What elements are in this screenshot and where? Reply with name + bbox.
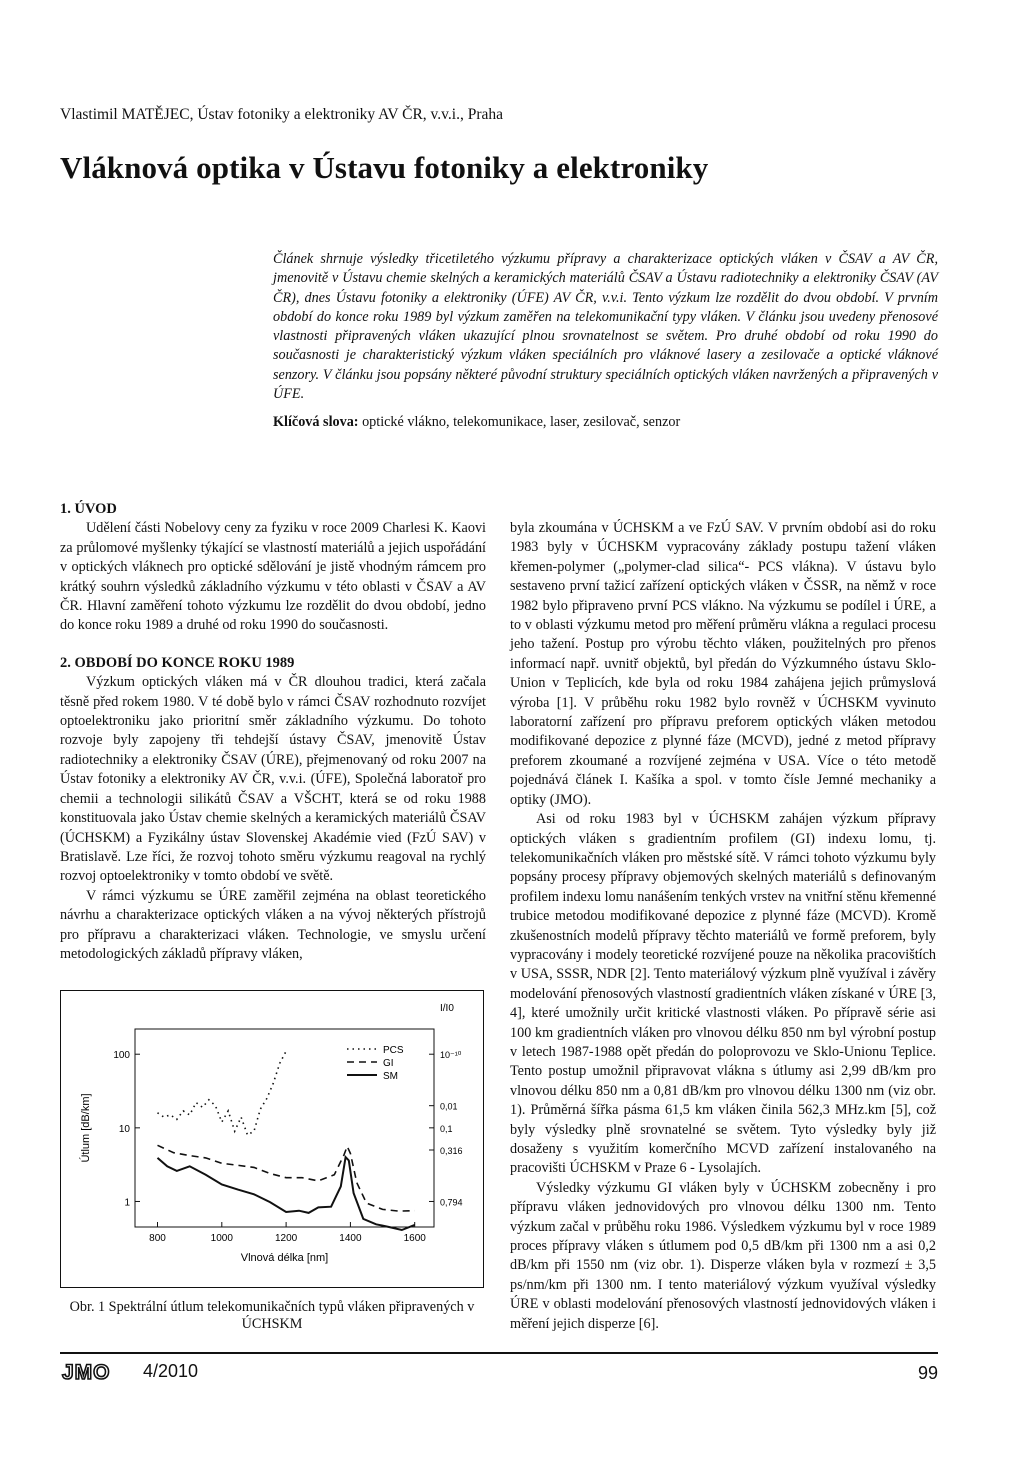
figure-caption: Obr. 1 Spektrální útlum telekomunikačních typů vláken připravených v ÚCHSKM <box>69 1299 475 1332</box>
right-tick-label: 0,01 <box>440 1101 458 1112</box>
svg-text:JMO: JMO <box>62 1361 111 1383</box>
series-line-gi <box>158 1145 415 1211</box>
right-tick-label: 0,794 <box>440 1197 463 1208</box>
jmo-logo <box>60 1361 130 1388</box>
section-heading-period-1989: 2. OBDOBÍ DO KONCE ROKU 1989 <box>60 654 295 671</box>
x-tick-label: 1600 <box>403 1233 426 1244</box>
author-line: Vlastimil MATĚJEC, Ústav fotoniky a elektroniky AV ČR, v.v.i., Praha <box>60 106 504 123</box>
legend-label: PCS <box>383 1045 404 1056</box>
right-tick-label: 0,316 <box>440 1146 463 1157</box>
x-tick-label: 800 <box>149 1233 166 1244</box>
page-number: 99 <box>917 1363 938 1383</box>
article-title: Vláknová optika v Ústavu fotoniky a elektroniky <box>60 150 709 185</box>
attenuation-chart <box>61 991 483 1287</box>
legend-label: SM <box>383 1071 398 1082</box>
paragraph: byla zkoumána v ÚCHSKM a ve FzÚ SAV. V prvním období asi do roku 1983 byly v ÚCHSKM vypracovány základy postupu tažení vláken křemen-polymer („polymer-clad silica“- PCS vlákna). V ústavu bylo sestaveno první tažicí zařízení optických vláken v ČSSR, na němž v roce 1982 bylo připraveno první PCS vlákno. Na výzkumu se podílel i ÚRE, a to v oblasti výzkumu metod pro měření průměru vlákna a regulaci procesu jeho tažení. Postup pro výrobu těchto vláken, použitelných pro přenos informací např. uvnitř objektů, byl předán do Výzkumného ústavu Sklo-Union v Teplicích, kde byla od roku 1984 zahájena jejich průmyslová výroba [1]. V průběhu roku 1982 bylo rovněž v ÚCHSKM vyvinuto laboratorní zařízení pro přípravu preforem optických vláken metodou modifikované depozice z plynné fáze (MCVD), jedné z metod přípravy preforem zkoumané a rozvíjené zejména v USA. Více o této metodě pojednává článek I. Kašíka a spol. v tomto čísle Jemné mechaniky a optiky (JMO). <box>510 520 936 808</box>
keywords-label: Klíčová slova: <box>273 414 359 430</box>
series-line-pcs <box>158 1051 287 1135</box>
right-tick-label: 10⁻¹⁰ <box>440 1050 462 1061</box>
paragraph: Výzkum optických vláken má v ČR dlouhou tradici, která začala těsně před rokem 1980. V té době bylo v rámci ČSAV rozhodnuto rozvíjet optoelektroniku jako prioritní směr základního výzkumu. Do tohoto rozvoje byly zapojeny tři tehdejší ústavy ČSAV, jmenovitě Ústav radiotechniky a elektroniky ČSAV (ÚRE), přejmenovaný od roku 2007 na Ústav fotoniky a elektroniky AV ČR, v.v.i. (ÚFE), Společná laboratoř pro chemii a technologii silikátů ČSAV a VŠCHT, která se od roku 1988 konstituovala jako Ústav chemie skelných a keramických materiálů ČSAV (ÚCHSKM) a Fyzikálny ústav Slovenskej Akadémie vied (FzÚ SAV) v Bratislavě. Lze říci, že rozvoj tohoto směru výzkumu reagoval na rychlý rozvoj optoelektroniky v tomto období ve světě. <box>60 674 486 885</box>
left-column <box>60 500 486 964</box>
legend-label: GI <box>383 1058 394 1069</box>
footer-rule <box>60 1352 938 1354</box>
keywords-list: optické vlákno, telekomunikace, laser, zesilovač, senzor <box>362 414 681 430</box>
right-tick-label: 0,1 <box>440 1123 453 1134</box>
issue-number: 4/2010 <box>143 1361 199 1381</box>
abstract: Článek shrnuje výsledky třicetiletého výzkumu přípravy a charakterizace optických vláken v ČSAV a AV ČR, jmenovitě v Ústavu chemie skelných a keramických materiálů ČSAV a Ústavu radiotechniky a elektroniky ČSAV (AV ČR), dnes Ústavu fotoniky a elektroniky (ÚFE) AV ČR, v.v.i. Tento výzkum lze rozdělit do dvou období. V prvním období do konce roku 1989 byl výzkum zaměřen na telekomunikační typy vláken. V článku jsou uvedeny přenosové vlastnosti připravených vláken ukazující plnou srovnatelnost se světem. Pro druhé období od roku 1990 do současnosti je charakteristický výzkum vláken speciálních pro vláknové lasery a zesilovače a optické vláknové senzory. V článku jsou popsány některé původní struktury speciálních optických vláken navržených a připravených v ÚFE. <box>273 251 938 403</box>
keywords <box>273 414 938 431</box>
series-line-sm <box>158 1157 415 1230</box>
paragraph: Asi od roku 1983 byl v ÚCHSKM zahájen výzkum přípravy optických vláken s gradientním profilem (GI) indexu lomu, tj. telekomunikačních vláken pro městské sítě. V rámci tohoto výzkumu byly popsány procesy přípravy objemových skelných materiálů s definovaným profilem indexu lomu nanášením tenkých vrstev na vnitřní stěnu křemenné trubice metodou modifikované depozice z plynné fáze (MCVD). Kromě zkušenostních modelů přípravy těchto materiálů ve formě preforem, byly vypracovány i modely teoretické rozvíjené pouze na několika pracovištích v USA, SSSR, NDR [2]. Tento materiálový výzkum plně využíval i závěry modelování přenosových vlastností gradientních vláken získané v ÚRE [3, 4], které umožnily určit kritické vlastnosti vláken. Po přípravě série asi 100 km gradientních vláken pro vlnovou délku 850 nm byl výrobní postup v letech 1987-1988 opět předán do poloprovozu ve Sklo-Unionu Teplice. Tento postup umožnil připravovat vlákna s útlumy asi 2,99 dB/km pro vlnovou délku 850 nm a 0,81 dB/km pro vlnovou délku 1300 nm (viz obr. 1). Průměrná šířka pásma 61,5 km vláken činila 562,3 MHz.km [5], což byly výsledky plně srovnatelné se světem. Tyto výsledky byly již dosaženy s využitím komerčního MCVD zařízení instalovaného na pracovišti ÚCHSKM v Praze 6 - Lysolajích. <box>510 811 936 1177</box>
paragraph: Udělení části Nobelovy ceny za fyziku v roce 2009 Charlesi K. Kaovi za průlomové myšlenky týkající se vlastností materiálů a jejich uspořádání v optických vláknech pro optické sdělování je jistě vhodným rámcem pro krátký souhrn výsledků základního výzkumu v této oblasti v ČSAV a AV ČR. Hlavní zaměření tohoto výzkumu lze rozdělit do dvou období, jedno do konce roku 1989 a druhé od roku 1990 do současnosti. <box>60 520 486 634</box>
y-tick-label: 1 <box>124 1197 130 1209</box>
x-tick-label: 1000 <box>210 1233 233 1244</box>
y-tick-label: 100 <box>113 1050 130 1062</box>
paragraph: V rámci výzkumu se ÚRE zaměřil zejména na oblast teoretického návrhu a charakterizace optických vláken a na vývoj některých přístrojů pro přípravu a charakterizaci vláken. Technologie, ve smyslu určení metodologických základů přípravy vláken, <box>60 887 486 962</box>
figure-1 <box>60 990 484 1288</box>
x-axis-label: Vlnová délka [nm] <box>240 1252 329 1264</box>
right-axis-label: I/I0 <box>440 1003 454 1014</box>
right-column <box>510 519 936 1334</box>
y-tick-label: 10 <box>118 1123 130 1135</box>
x-tick-label: 1200 <box>274 1233 298 1244</box>
y-axis-label: Útlum [dB/km] <box>80 1093 92 1163</box>
section-heading-intro: 1. ÚVOD <box>60 501 117 517</box>
paragraph: Výsledky výzkumu GI vláken byly v ÚCHSKM zobecněny i pro přípravu vláken jednovidových pro vlnovou délku 1300 nm. Tento výzkum začal v průběhu roku 1986. Výsledkem výzkumu byl v roce 1989 proces přípravy vláken s útlumem pod 0,5 dB/km při 1300 nm a asi 0,2 dB/km při 1550 nm (viz obr. 1). Disperze vláken byla v rozmezí ± 3,5 ps/nm/km při 1300 nm. I tento materiálový výzkum využíval výsledky ÚRE v oblasti modelování přenosových vlastností jednovidových vláken i měření jejich disperze [6]. <box>510 1179 936 1332</box>
x-tick-label: 1400 <box>339 1233 362 1244</box>
